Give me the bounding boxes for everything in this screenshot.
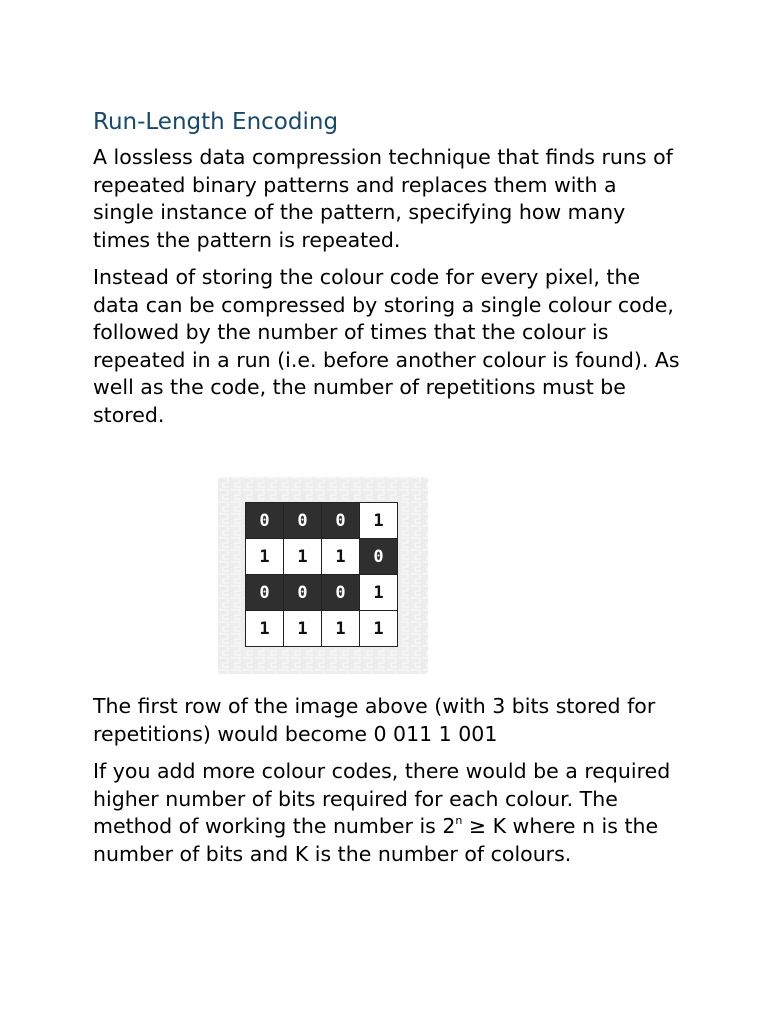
grid-cell: 0 — [284, 503, 322, 539]
grid-cell: 1 — [246, 539, 284, 575]
formula-text-after: ≥ K where n is the number of bits and K is the number of colours. — [93, 814, 659, 866]
paragraph-example: The first row of the image above (with 3 bits stored for repetitions) would become 0 011 1 001 — [93, 694, 656, 746]
grid-cell: 0 — [246, 503, 284, 539]
grid-cell: 0 — [246, 575, 284, 611]
paragraph-explanation: Instead of storing the colour code for every pixel, the data can be compressed by storing a single colour code, followed by the number of times that the colour is repeated in a run (i.e. before another colour is found). As well as the code, the number of repetitions must be stored. — [93, 265, 680, 427]
paragraph-formula — [93, 758, 693, 868]
grid-cell: 1 — [322, 539, 360, 575]
grid-cell: 1 — [322, 611, 360, 647]
grid-cell: 1 — [360, 503, 398, 539]
grid-cell: 0 — [360, 539, 398, 575]
paragraph-definition: A lossless data compression technique that finds runs of repeated binary patterns and replaces them with a single instance of the pattern, specifying how many times the pattern is repeated. — [93, 145, 673, 252]
page-title: Run-Length Encoding — [93, 109, 339, 135]
grid-cell: 1 — [246, 611, 284, 647]
grid-cell: 0 — [284, 575, 322, 611]
grid-cell: 1 — [284, 539, 322, 575]
pixel-grid-figure — [218, 477, 428, 674]
grid-cell: 1 — [284, 611, 322, 647]
formula-text-before: If you add more colour codes, there would be a required higher number of bits required for each colour. The method of working the number is 2 — [93, 759, 671, 838]
document-body — [93, 106, 683, 439]
binary-pixel-grid — [245, 502, 398, 647]
grid-cell: 0 — [322, 575, 360, 611]
grid-cell: 0 — [322, 503, 360, 539]
formula-exponent: n — [455, 814, 463, 827]
grid-cell: 1 — [360, 611, 398, 647]
grid-cell: 1 — [360, 575, 398, 611]
lower-text — [93, 693, 693, 878]
